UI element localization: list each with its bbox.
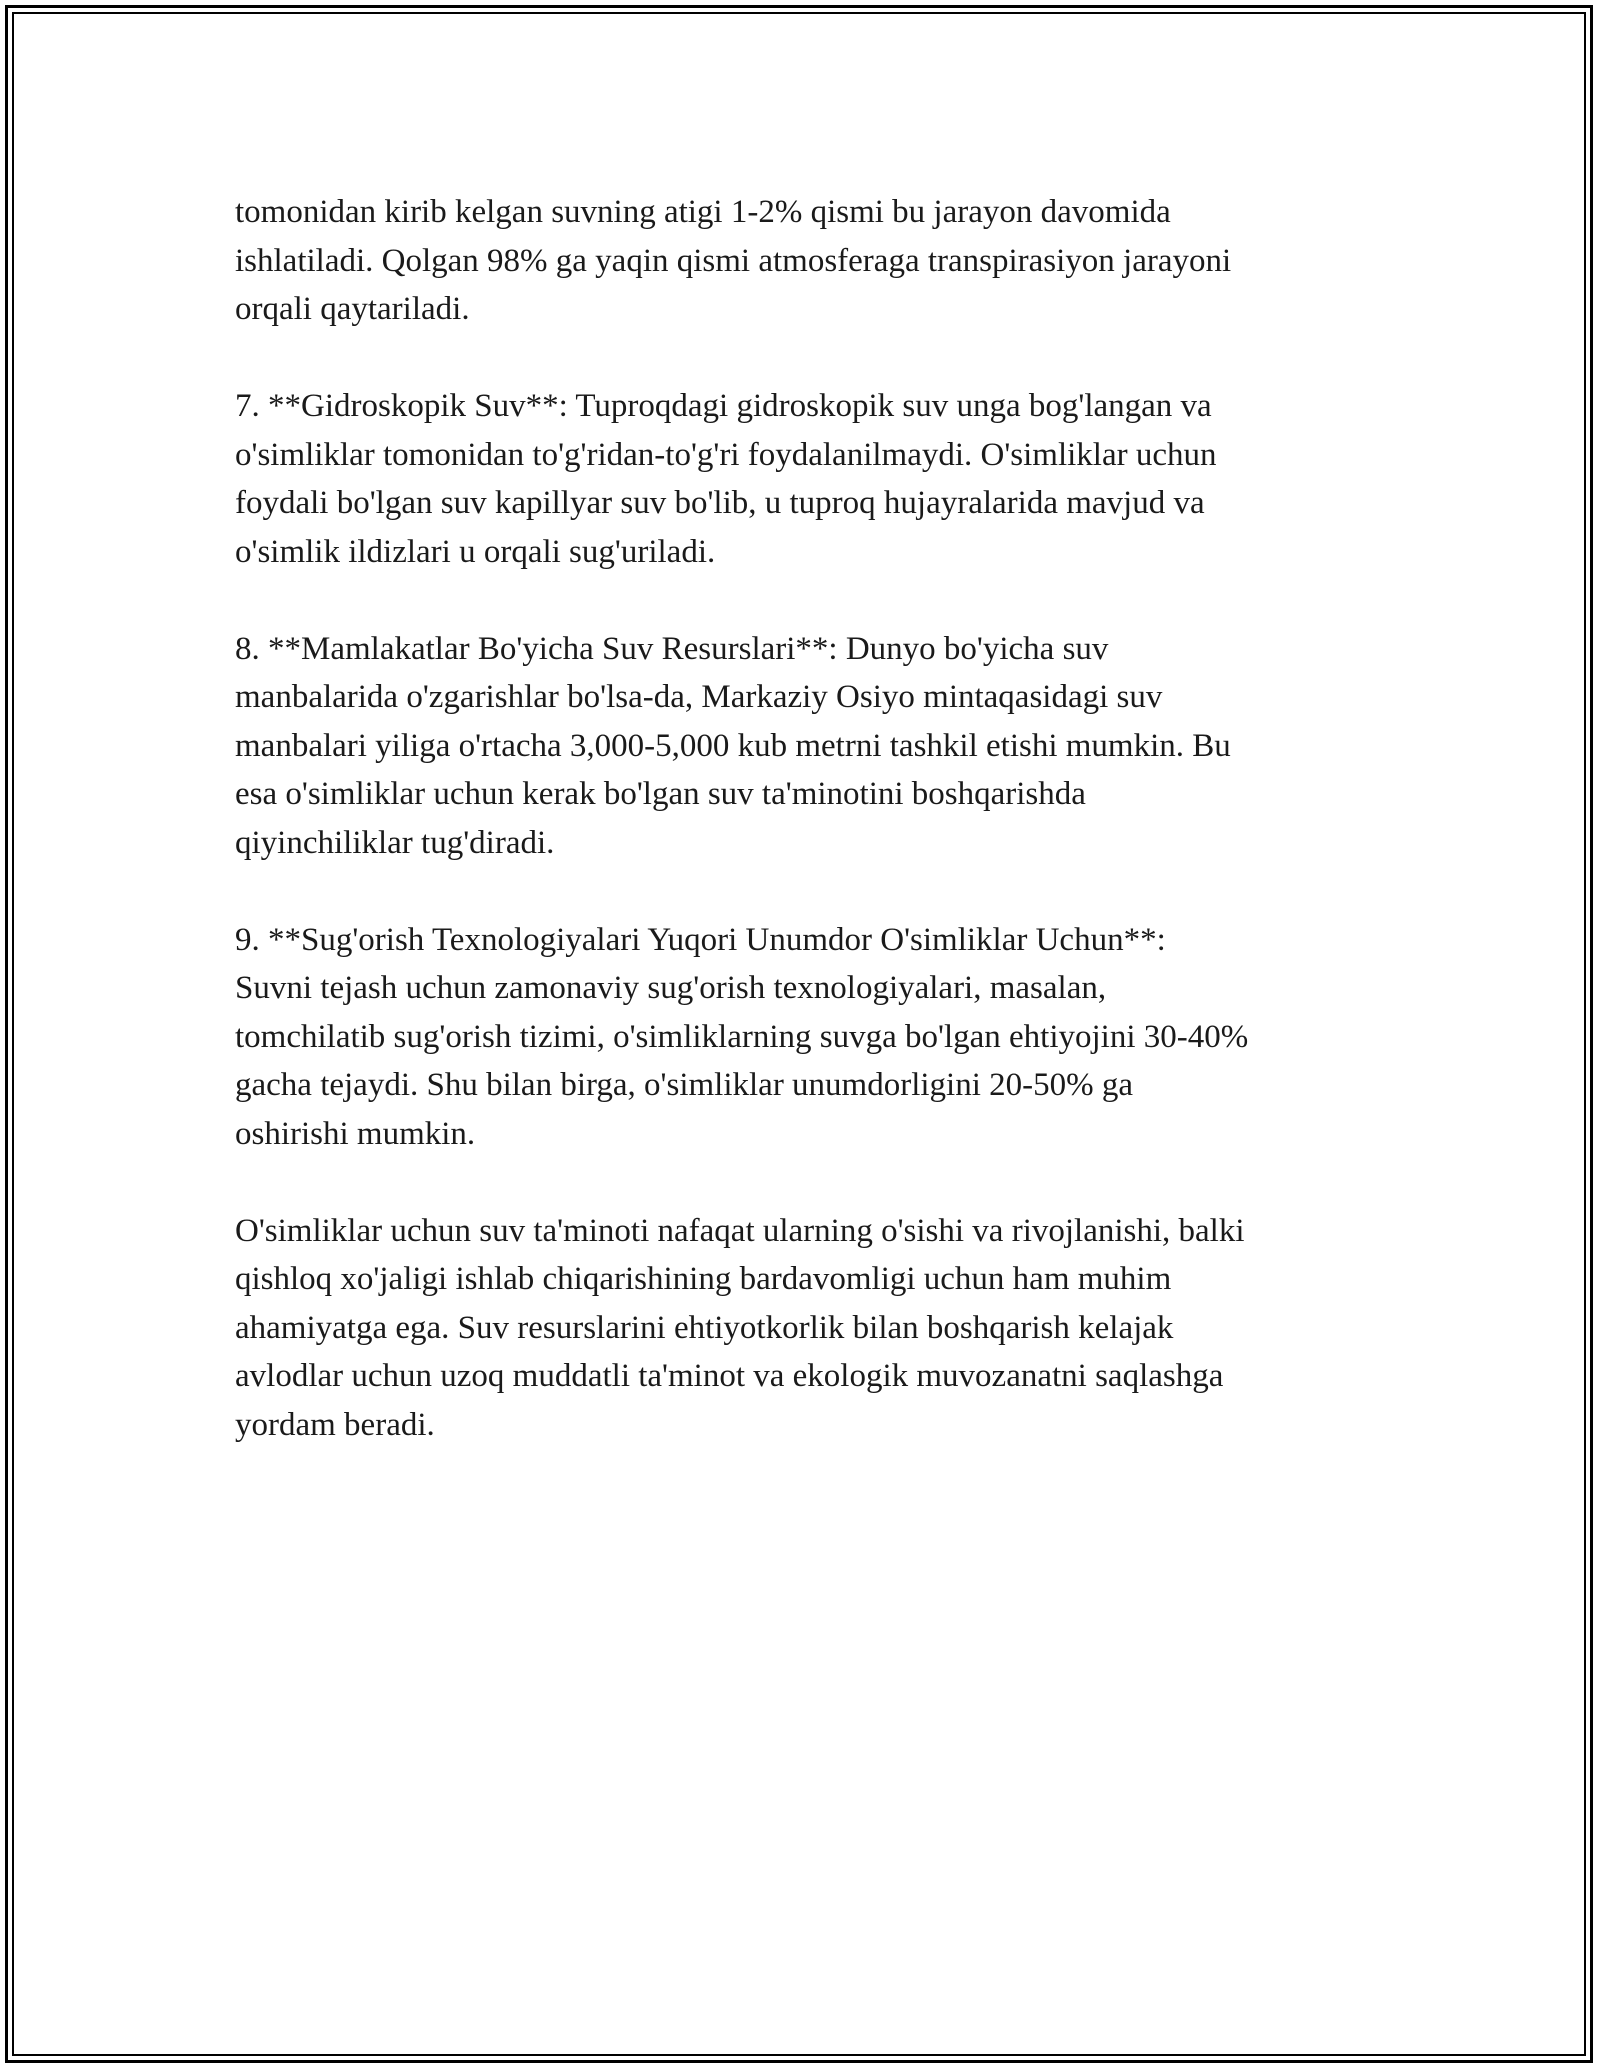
paragraph-irrigation-technologies: 9. **Sug'orish Texnologiyalari Yuqori Unumdor O'simliklar Uchun**: Suvni tejash uchun zamonaviy sug'orish texnologiyalari, masalan, tomchilatib sug'orish tizimi, o'simliklarning suvga bo'lgan ehtiyojini 30-40% gacha tejaydi. Shu bilan birga, o'simliklar unumdorligini 20-50% ga oshirishi mumkin.: [235, 921, 1249, 1152]
paragraph-hygroscopic-water: 7. **Gidroskopik Suv**: Tuproqdagi gidroskopik suv unga bog'langan va o'simliklar tomonidan to'g'ridan-to'g'ri foydalanilmaydi. O'simliklar uchun foydali bo'lgan suv kapillyar suv bo'lib, u tuproq hujayralarida mavjud va o'simlik ildizlari u orqali sug'uriladi.: [235, 388, 1217, 570]
paragraph-water-resources: 8. **Mamlakatlar Bo'yicha Suv Resurslari**: Dunyo bo'yicha suv manbalarida o'zgarishlar bo'lsa-da, Markaziy Osiyo mintaqasidagi suv manbalari yiliga o'rtacha 3,000-5,000 kub metrni tashkil etishi mumkin. Bu esa o'simliklar uchun kerak bo'lgan suv ta'minotini boshqarishda qiyinchiliklar tug'diradi.: [235, 630, 1231, 861]
paragraph-transpiration: tomonidan kirib kelgan suvning atigi 1-2% qismi bu jarayon davomida ishlatiladi. Qolgan 98% ga yaqin qismi atmosferaga transpirasiyon jarayoni orqali qaytariladi.: [235, 194, 1232, 327]
paragraph-conclusion: O'simliklar uchun suv ta'minoti nafaqat ularning o'sishi va rivojlanishi, balki qishloq xo'jaligi ishlab chiqarishining bardavomligi uchun ham muhim ahamiyatga ega. Suv resurslarini ehtiyotkorlik bilan boshqarish kelajak avlodlar uchun uzoq muddatli ta'minot va ekologik muvozanatni saqlashga yordam beradi.: [235, 1212, 1245, 1443]
document-body: [235, 188, 1375, 1498]
